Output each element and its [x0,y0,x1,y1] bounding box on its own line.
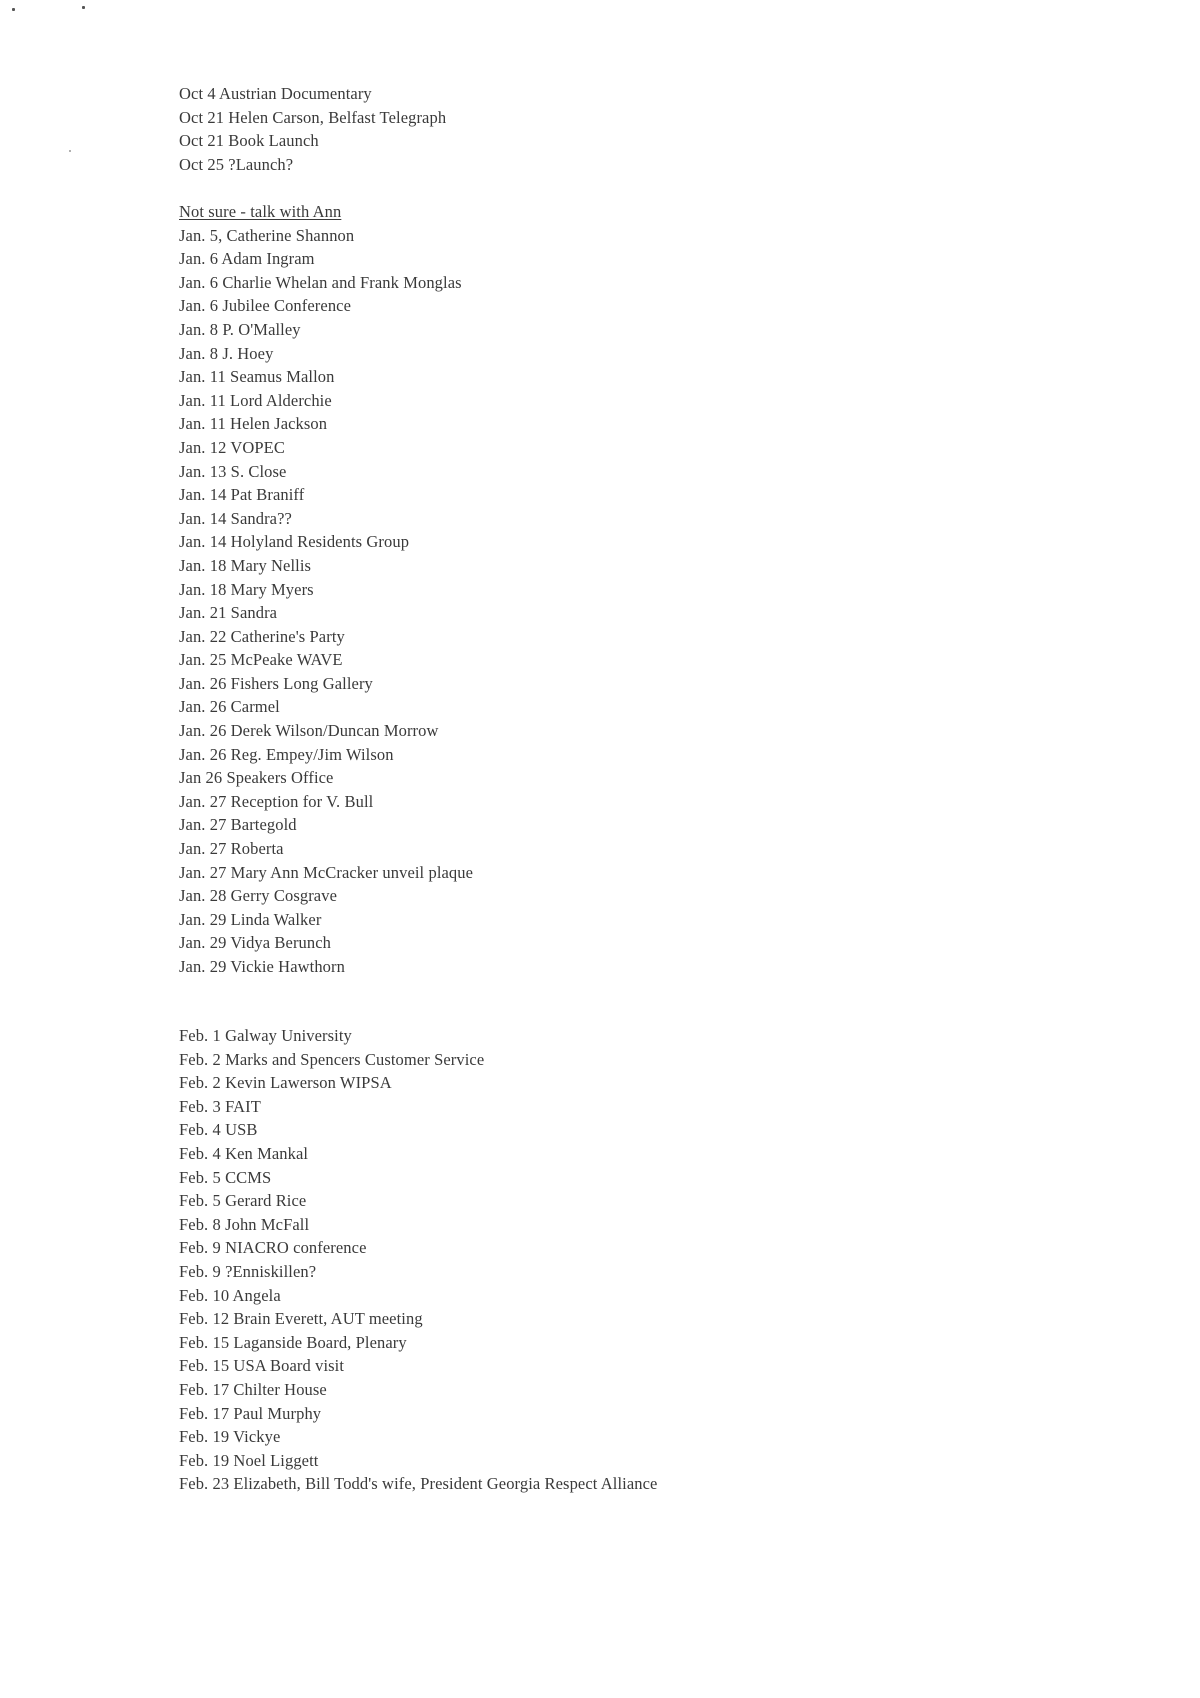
list-item: Jan. 6 Charlie Whelan and Frank Monglas [179,272,462,292]
list-item: Oct 25 ?Launch? [179,154,294,174]
list-item: Jan. 18 Mary Nellis [179,555,312,575]
list-item: Jan. 6 Adam Ingram [179,249,315,269]
list-item: Jan. 25 McPeake WAVE [179,650,343,670]
list-item: Feb. 15 USA Board visit [179,1356,345,1376]
list-item: Jan. 29 Linda Walker [179,909,322,929]
list-item: Feb. 2 Marks and Spencers Customer Service [179,1049,485,1069]
list-item: Jan. 29 Vickie Hawthorn [179,957,345,976]
list-item: Jan. 8 P. O'Malley [179,319,301,339]
list-item: Jan. 14 Sandra?? [179,508,292,528]
list-item: Jan. 26 Fishers Long Gallery [179,673,373,693]
list-item: Jan. 5, Catherine Shannon [179,225,355,245]
list-item: Feb. 17 Paul Murphy [179,1403,322,1423]
list-item: Jan. 8 J. Hoey [179,343,274,363]
list-item: Oct 21 Book Launch [179,131,319,151]
list-item: Jan. 27 Roberta [179,839,284,859]
list-item: Feb. 15 Laganside Board, Plenary [179,1332,407,1352]
list-item: Jan. 27 Bartegold [179,815,297,835]
list-item: Feb. 5 CCMS [179,1167,272,1187]
february-entries [179,1024,657,1496]
list-item: Jan. 11 Helen Jackson [179,414,328,434]
list-item: Feb. 5 Gerard Rice [179,1191,307,1211]
list-item: Feb. 8 John McFall [179,1214,310,1234]
list-item: Jan. 26 Reg. Empey/Jim Wilson [179,744,394,764]
list-item: Jan. 26 Derek Wilson/Duncan Morrow [179,721,439,741]
list-item: Jan. 22 Catherine's Party [179,626,345,646]
list-item: Jan. 6 Jubilee Conference [179,296,352,316]
list-item: Jan. 29 Vidya Berunch [179,933,332,953]
list-item: Oct 21 Helen Carson, Belfast Telegraph [179,107,447,127]
scan-speck [82,6,85,9]
section-heading: Not sure - talk with Ann [179,202,342,221]
list-item: Jan. 14 Pat Braniff [179,485,305,505]
list-item: Feb. 1 Galway University [179,1026,352,1045]
list-item: Jan. 21 Sandra [179,603,278,623]
list-item: Jan. 27 Mary Ann McCracker unveil plaque [179,862,474,882]
list-item: Jan. 28 Gerry Cosgrave [179,886,337,906]
scan-speck [12,8,15,11]
list-item: Jan. 11 Lord Alderchie [179,390,332,410]
list-item: Feb. 12 Brain Everett, AUT meeting [179,1309,423,1329]
list-item: Feb. 9 NIACRO conference [179,1238,367,1258]
list-item: Jan. 13 S. Close [179,461,287,481]
january-entries [179,224,473,979]
list-item: Feb. 4 USB [179,1120,258,1140]
list-item: Feb. 23 Elizabeth, Bill Todd's wife, President Georgia Respect Alliance [179,1474,658,1494]
list-item: Jan. 12 VOPEC [179,437,285,457]
list-item: Jan. 18 Mary Myers [179,579,314,599]
list-item: Oct 4 Austrian Documentary [179,84,372,103]
october-entries [179,82,446,176]
list-item: Feb. 9 ?Enniskillen? [179,1261,317,1281]
scan-speck [69,150,71,152]
list-item: Jan. 27 Reception for V. Bull [179,791,374,811]
list-item: Feb. 2 Kevin Lawerson WIPSA [179,1073,392,1093]
list-item: Jan. 26 Carmel [179,697,280,717]
list-item: Jan. 11 Seamus Mallon [179,367,335,387]
january-section [179,200,473,979]
list-item: Feb. 19 Noel Liggett [179,1450,319,1470]
list-item: Feb. 19 Vickye [179,1427,281,1447]
list-item: Feb. 10 Angela [179,1285,281,1305]
list-item: Feb. 17 Chilter House [179,1379,327,1399]
list-item: Jan 26 Speakers Office [179,768,334,788]
list-item: Feb. 3 FAIT [179,1096,261,1116]
list-item: Feb. 4 Ken Mankal [179,1143,309,1163]
list-item: Jan. 14 Holyland Residents Group [179,532,410,552]
